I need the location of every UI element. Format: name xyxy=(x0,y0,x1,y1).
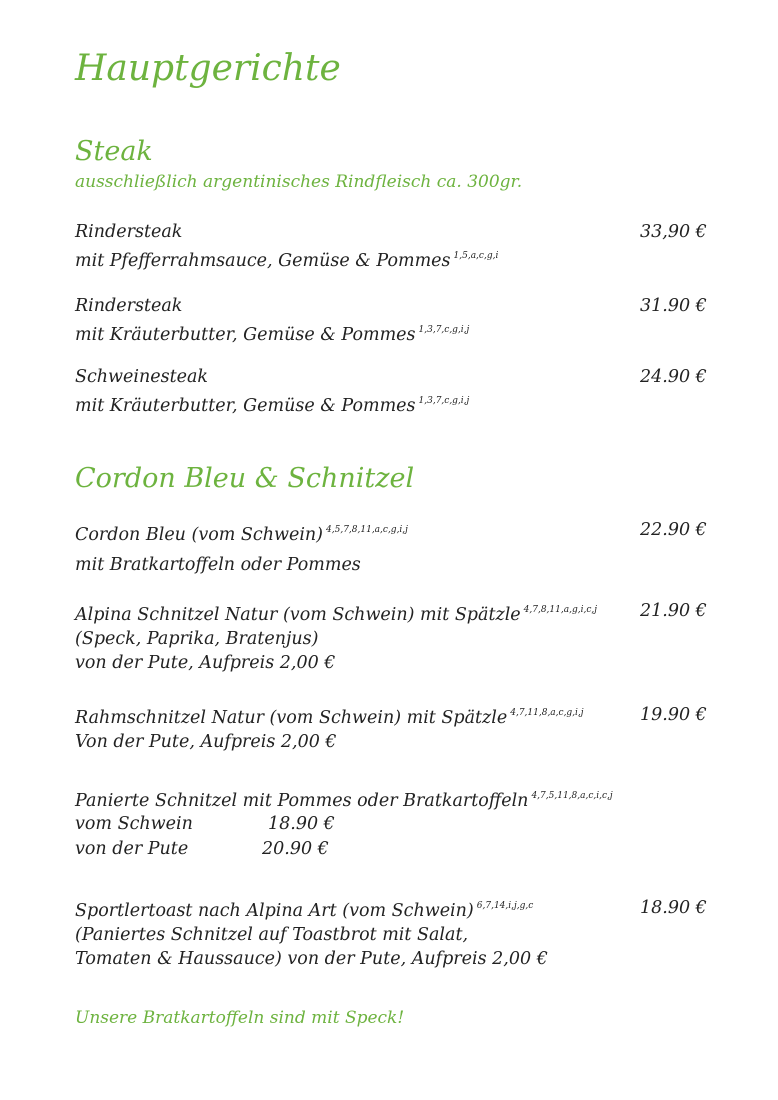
item-name: Schweinesteak xyxy=(75,367,209,387)
item-price: 31.90 € xyxy=(640,296,707,316)
menu-item-rahmschnitzel xyxy=(75,701,584,754)
item-description: von der Pute, Aufpreis 2,00 € xyxy=(75,653,336,673)
allergen-codes: 6,7,14,i,j,g,c xyxy=(476,901,534,911)
item-name: Rindersteak xyxy=(75,296,183,316)
allergen-codes: 4,7,8,11,a,g,i,c,j xyxy=(523,605,598,615)
item-name: Alpina Schnitzel Natur (vom Schwein) mit Spätzle $^{4,7,8,11,a,g,i,c,j}$ xyxy=(75,605,598,625)
allergen-codes: 4,7,5,11,8,a,c,i,c,j xyxy=(531,791,613,801)
item-name: Sportlertoast nach Alpina Art (vom Schwein) $^{6,7,14,i,j,g,c}$ xyxy=(75,901,534,921)
allergen-codes: 1,3,7,c,g,i,j xyxy=(418,396,470,406)
item-price: 24.90 € xyxy=(640,367,707,387)
item-name: Rahmschnitzel Natur (vom Schwein) mit Spätzle $^{4,7,11,8,a,c,g,i,j}$ xyxy=(75,708,584,728)
menu-item-alpina-schnitzel xyxy=(75,598,597,675)
item-description: (Speck, Paprika, Bratenjus) xyxy=(75,629,319,649)
item-name: Cordon Bleu (vom Schwein) $^{4,5,7,8,11,a,c,g,i,j}$ xyxy=(75,525,408,545)
allergen-codes: 4,5,7,8,11,a,c,g,i,j xyxy=(326,525,408,535)
item-price: 22.90 € xyxy=(640,520,707,540)
item-description: (Paniertes Schnitzel auf Toastbrot mit Salat, xyxy=(75,925,469,945)
option-price: 20.90 € xyxy=(262,839,329,859)
item-description: Tomaten & Haussauce) von der Pute, Aufpreis 2,00 € xyxy=(75,949,548,969)
allergen-codes: 1,5,a,c,g,i xyxy=(453,251,499,261)
allergen-codes: 1,3,7,c,g,i,j xyxy=(418,325,470,335)
item-price: 19.90 € xyxy=(640,705,707,725)
page-title: Hauptgerichte xyxy=(75,48,341,89)
menu-item-rindersteak-pfeffer xyxy=(75,220,498,273)
menu-item-rindersteak-kraeuter xyxy=(75,294,469,347)
option-label: von der Pute xyxy=(75,839,189,859)
option-price: 18.90 € xyxy=(268,814,335,834)
allergen-codes: 4,7,11,8,a,c,g,i,j xyxy=(510,708,584,718)
item-description: mit Pfefferrahmsauce, Gemüse & Pommes $^{1,5,a,c,g,i}$ xyxy=(75,251,499,271)
item-name: Panierte Schnitzel mit Pommes oder Bratkartoffeln $^{4,7,5,11,8,a,c,i,c,j}$ xyxy=(75,791,613,811)
item-description: mit Kräuterbutter, Gemüse & Pommes $^{1,3,7,c,g,i,j}$ xyxy=(75,325,470,345)
section-heading-steak: Steak xyxy=(75,136,153,167)
item-description: Von der Pute, Aufpreis 2,00 € xyxy=(75,732,337,752)
item-price: 18.90 € xyxy=(640,898,707,918)
item-price: 21.90 € xyxy=(640,601,707,621)
menu-item-cordon-bleu xyxy=(75,515,408,580)
item-price: 33,90 € xyxy=(640,222,707,242)
footer-note: Unsere Bratkartoffeln sind mit Speck! xyxy=(75,1008,405,1028)
item-name: Rindersteak xyxy=(75,222,183,242)
option-label: vom Schwein xyxy=(75,814,193,834)
menu-item-schweinesteak xyxy=(75,365,469,418)
item-description: mit Kräuterbutter, Gemüse & Pommes $^{1,3,7,c,g,i,j}$ xyxy=(75,396,470,416)
menu-item-panierte-schnitzel xyxy=(75,784,613,813)
item-description: mit Bratkartoffeln oder Pommes xyxy=(75,555,361,575)
menu-item-sportlertoast xyxy=(75,894,548,971)
section-subtitle-steak: ausschließlich argentinisches Rindfleisch ca. 300gr. xyxy=(75,172,523,192)
section-heading-cordon-schnitzel: Cordon Bleu & Schnitzel xyxy=(75,463,415,494)
